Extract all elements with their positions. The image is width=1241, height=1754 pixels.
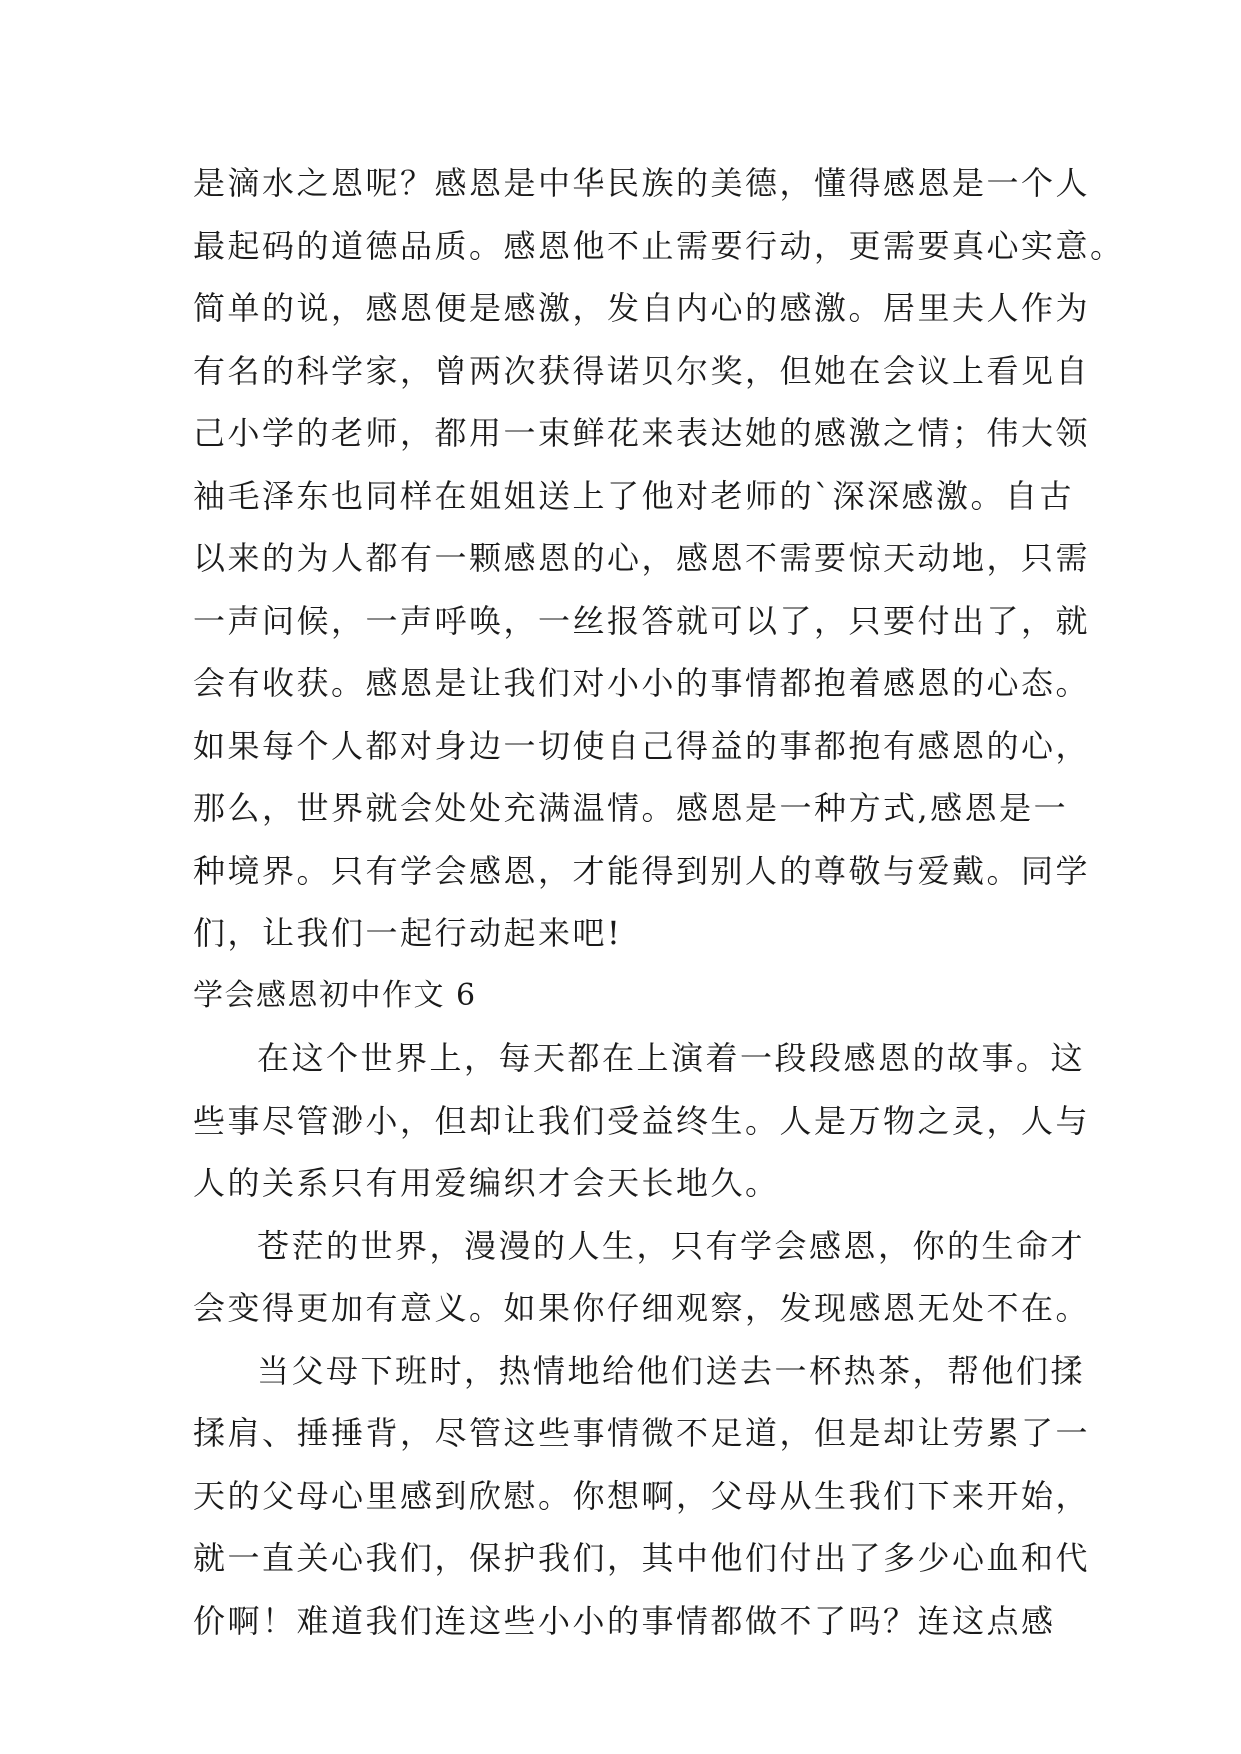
text-line: 有名的科学家，曾两次获得诺贝尔奖，但她在会议上看见自 [193, 351, 1091, 390]
text-line: 一声问候，一声呼唤，一丝报答就可以了，只要付出了，就 [193, 601, 1091, 640]
document-body [193, 152, 1125, 1652]
text-line: 是滴水之恩呢？感恩是中华民族的美德，懂得感恩是一个人 [193, 164, 1091, 202]
paragraph-line: 些事尽管渺小，但却让我们受益终生。人是万物之灵，人与 [193, 1101, 1091, 1140]
paragraph-line: 人的关系只有用爱编织才会天长地久。 [193, 1164, 780, 1202]
text-line: 们，让我们一起行动起来吧! [193, 914, 623, 952]
paragraph-line: 当父母下班时，热情地给他们送去一杯热茶，帮他们揉 [257, 1351, 1086, 1390]
section-heading: 学会感恩初中作文 6 [193, 977, 477, 1013]
text-line: 那么，世界就会处处充满温情。感恩是一种方式,感恩是一 [193, 789, 1069, 827]
text-line: 会有收获。感恩是让我们对小小的事情都抱着感恩的心态。 [193, 664, 1091, 702]
paragraph-line: 天的父母心里感到欣慰。你想啊，父母从生我们下来开始， [193, 1476, 1091, 1515]
paragraph-line: 会变得更加有意义。如果你仔细观察，发现感恩无处不在。 [193, 1289, 1091, 1327]
text-line: 己小学的老师，都用一束鲜花来表达她的感激之情；伟大领 [193, 414, 1091, 452]
paragraph-line: 就一直关心我们，保护我们，其中他们付出了多少心血和代 [193, 1539, 1091, 1577]
text-line: 袖毛泽东也同样在姐姐送上了他对老师的`深深感激。自古 [193, 476, 1075, 515]
text-line: 如果每个人都对身边一切使自己得益的事都抱有感恩的心， [193, 726, 1091, 765]
paragraph-line: 揉肩、捶捶背，尽管这些事情微不足道，但是却让劳累了一 [193, 1414, 1091, 1452]
paragraph-line: 苍茫的世界，漫漫的人生，只有学会感恩，你的生命才 [257, 1226, 1086, 1265]
text-line: 以来的为人都有一颗感恩的心，感恩不需要惊天动地，只需 [193, 539, 1091, 577]
text-line: 最起码的道德品质。感恩他不止需要行动，更需要真心实意。 [193, 226, 1125, 265]
text-line: 种境界。只有学会感恩，才能得到别人的尊敬与爱戴。同学 [193, 851, 1091, 890]
paragraph-line: 在这个世界上，每天都在上演着一段段感恩的故事。这 [257, 1039, 1086, 1077]
paragraph-line: 价啊！难道我们连这些小小的事情都做不了吗？连这点感 [193, 1601, 1056, 1640]
text-line: 简单的说，感恩便是感激，发自内心的感激。居里夫人作为 [193, 289, 1091, 327]
